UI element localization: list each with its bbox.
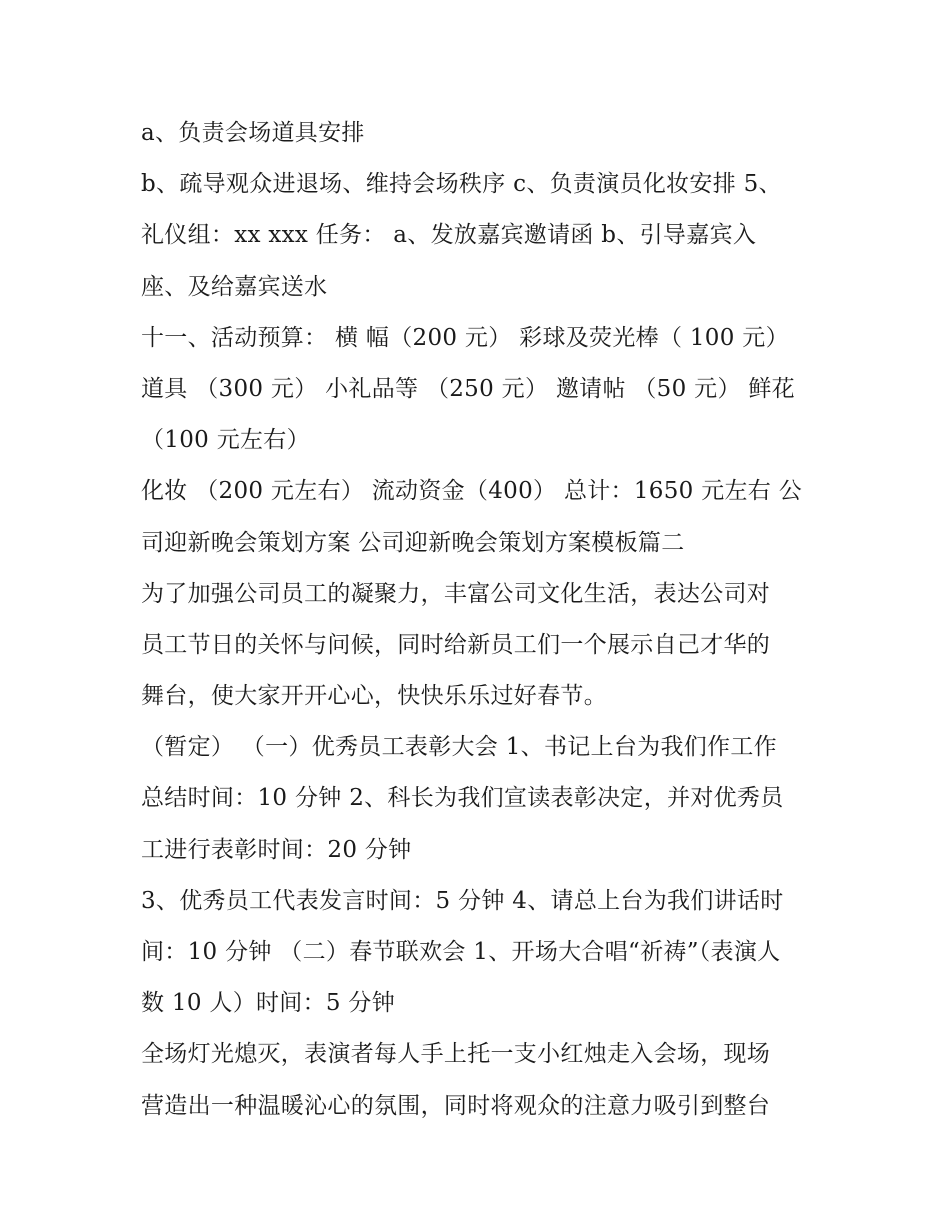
text-line: 礼仪组：xx xxx 任务： a、发放嘉宾邀请函 b、引导嘉宾入 [141,222,757,249]
text-line: 座、及给嘉宾送水 [141,273,328,300]
text-line: a、负责会场道具安排 [141,120,365,146]
text-line: 全场灯光熄灭，表演者每人手上托一支小红烛走入会场，现场 [141,1041,771,1068]
text-line: 司迎新晚会策划方案 公司迎新晚会策划方案模板篇二 [141,529,685,556]
text-line: 数 10 人）时间：5 分钟 [141,990,396,1017]
document-body [141,108,821,1132]
text-line: （暂定） （一）优秀员工表彰大会 1、书记上台为我们作工作 [141,734,777,761]
text-line: 总结时间：10 分钟 2、科长为我们宣读表彰决定，并对优秀员 [141,785,784,812]
text-line: 化妆 （200 元左右） 流动资金（400） 总计：1650 元左右 公 [141,478,802,505]
text-line: 舞台，使大家开开心心，快快乐乐过好春节。 [141,683,607,710]
text-line: b、疏导观众进退场、维持会场秩序 c、负责演员化妆安排 5、 [141,171,782,198]
text-line: 为了加强公司员工的凝聚力，丰富公司文化生活，表达公司对 [141,580,771,607]
text-line: 工进行表彰时间：20 分钟 [141,836,412,863]
text-line: 十一、活动预算： 横 幅（200 元） 彩球及荧光棒（ 100 元） [141,324,789,351]
text-line: 3、优秀员工代表发言时间：5 分钟 4、请总上台为我们讲话时 [141,887,784,914]
text-line: 营造出一种温暖沁心的氛围，同时将观众的注意力吸引到整台 [141,1092,771,1119]
text-line: 间：10 分钟 （二）春节联欢会 1、开场大合唱“祈祷”（表演人 [141,939,781,965]
text-line: 道具 （300 元） 小礼品等 （250 元） 邀请帖 （50 元） 鲜花 [141,375,795,402]
text-line: 员工节日的关怀与问候，同时给新员工们一个展示自己才华的 [141,631,771,658]
text-line: （100 元左右） [141,427,310,454]
